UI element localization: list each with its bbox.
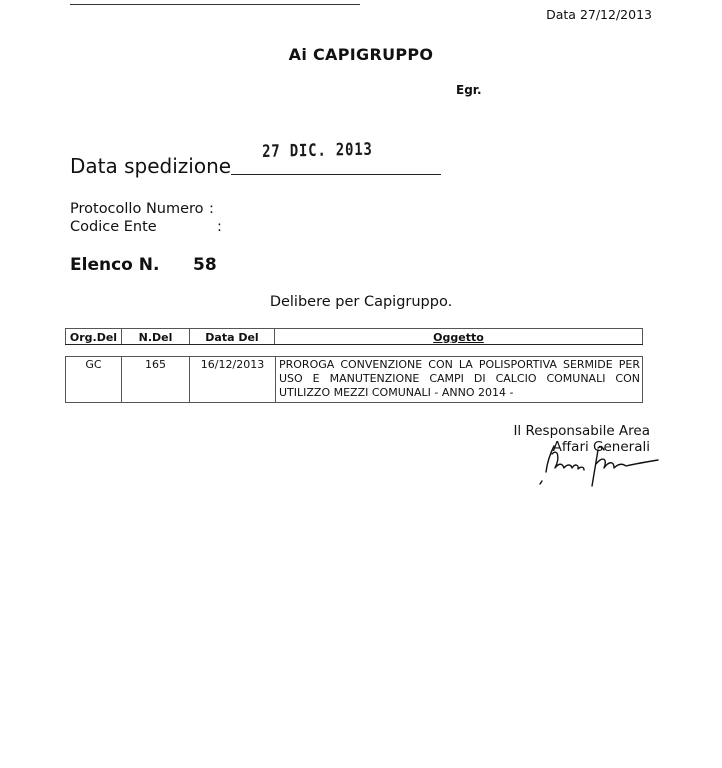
column-header-num: N.Del <box>122 329 190 345</box>
column-header-oggetto: Oggetto <box>275 329 643 345</box>
top-rule <box>70 4 360 5</box>
protocollo-label: Protocollo Numero <box>70 201 204 217</box>
codice-ente-label: Codice Ente <box>70 219 157 235</box>
delibere-table <box>65 356 643 403</box>
elenco-label: Elenco N. <box>70 255 160 275</box>
codice-ente-colon: : <box>217 219 222 235</box>
column-header-org: Org.Del <box>66 329 122 345</box>
responsabile-line1: Il Responsabile Area <box>513 423 650 439</box>
protocollo-colon: : <box>209 201 214 217</box>
subtitle: Delibere per Capigruppo. <box>269 294 453 310</box>
elenco-number: 58 <box>193 255 217 275</box>
data-spedizione-underline <box>231 174 441 175</box>
table-row <box>66 357 643 403</box>
handwritten-signature <box>534 438 662 490</box>
cell-org: GC <box>66 357 122 403</box>
recipient-prefix: Egr. <box>456 83 482 97</box>
cell-date: 16/12/2013 <box>190 357 276 403</box>
cell-num: 165 <box>122 357 190 403</box>
table-header <box>65 328 643 345</box>
responsabile-line2: Affari Generali <box>552 439 650 455</box>
column-header-date: Data Del <box>190 329 275 345</box>
cell-oggetto: PROROGA CONVENZIONE CON LA POLISPORTIVA SERMIDE PER USO E MANUTENZIONE CAMPI DI CALCIO COMUNALI CON UTILIZZO MEZZI COMUNALI - ANNO 2014 - <box>276 357 643 403</box>
date-stamp: 27 DIC. 2013 <box>262 139 373 162</box>
page-title: Ai CAPIGRUPPO <box>288 45 434 64</box>
data-spedizione-label: Data spedizione <box>70 154 232 178</box>
document-date: Data 27/12/2013 <box>546 7 652 22</box>
